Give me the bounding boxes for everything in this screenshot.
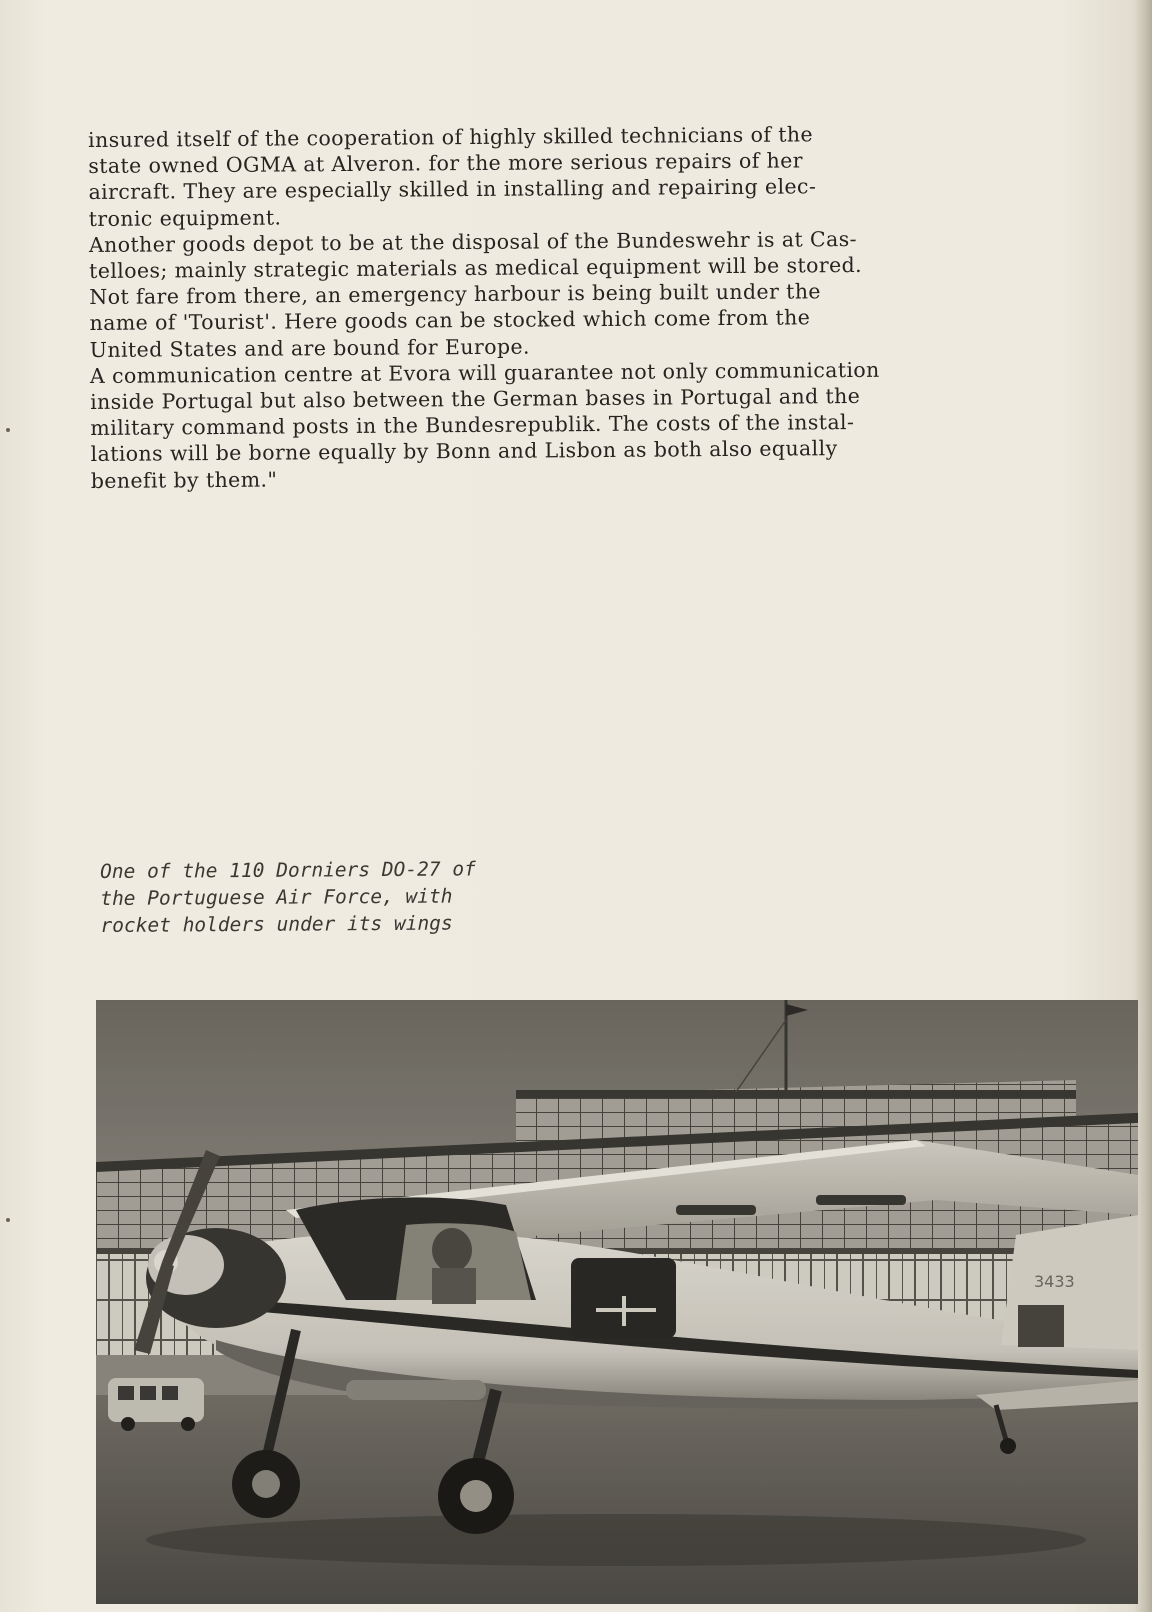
text-line: military command posts in the Bundesrepublik. The costs of the instal-: [90, 410, 855, 441]
photo-caption: [100, 855, 476, 939]
caption-line: rocket holders under its wings: [100, 911, 453, 937]
aircraft-photo: [96, 1000, 1138, 1604]
text-line: telloes; mainly strategic materials as medical equipment will be stored.: [89, 252, 863, 284]
text-line: name of 'Tourist'. Here goods can be stocked which come from the: [89, 305, 811, 336]
tail-number: 3433: [1034, 1272, 1075, 1291]
text-line: aircraft. They are especially skilled in installing and repairing elec-: [88, 174, 817, 205]
text-line: United States and are bound for Europe.: [89, 334, 530, 362]
margin-mark: [6, 1218, 10, 1222]
text-line: tronic equipment.: [88, 205, 282, 231]
article-text: [88, 120, 991, 494]
text-line: A communication centre at Evora will guarantee not only communication: [89, 357, 880, 388]
text-line: insured itself of the cooperation of highly skilled technicians of the: [88, 122, 814, 152]
text-line: lations will be borne equally by Bonn and Lisbon as both also equally: [90, 436, 838, 467]
margin-mark: [6, 428, 10, 432]
text-line: state owned OGMA at Alveron. for the more serious repairs of her: [88, 148, 804, 179]
caption-line: One of the 110 Dorniers DO-27 of: [100, 857, 476, 883]
caption-line: the Portuguese Air Force, with: [100, 884, 453, 910]
text-line: inside Portugal but also between the German bases in Portugal and the: [90, 383, 861, 415]
text-line: Not fare from there, an emergency harbour is being built under the: [89, 279, 822, 310]
text-line: Another goods depot to be at the disposal of the Bundeswehr is at Cas-: [88, 226, 857, 257]
text-line: benefit by them.": [90, 467, 278, 493]
